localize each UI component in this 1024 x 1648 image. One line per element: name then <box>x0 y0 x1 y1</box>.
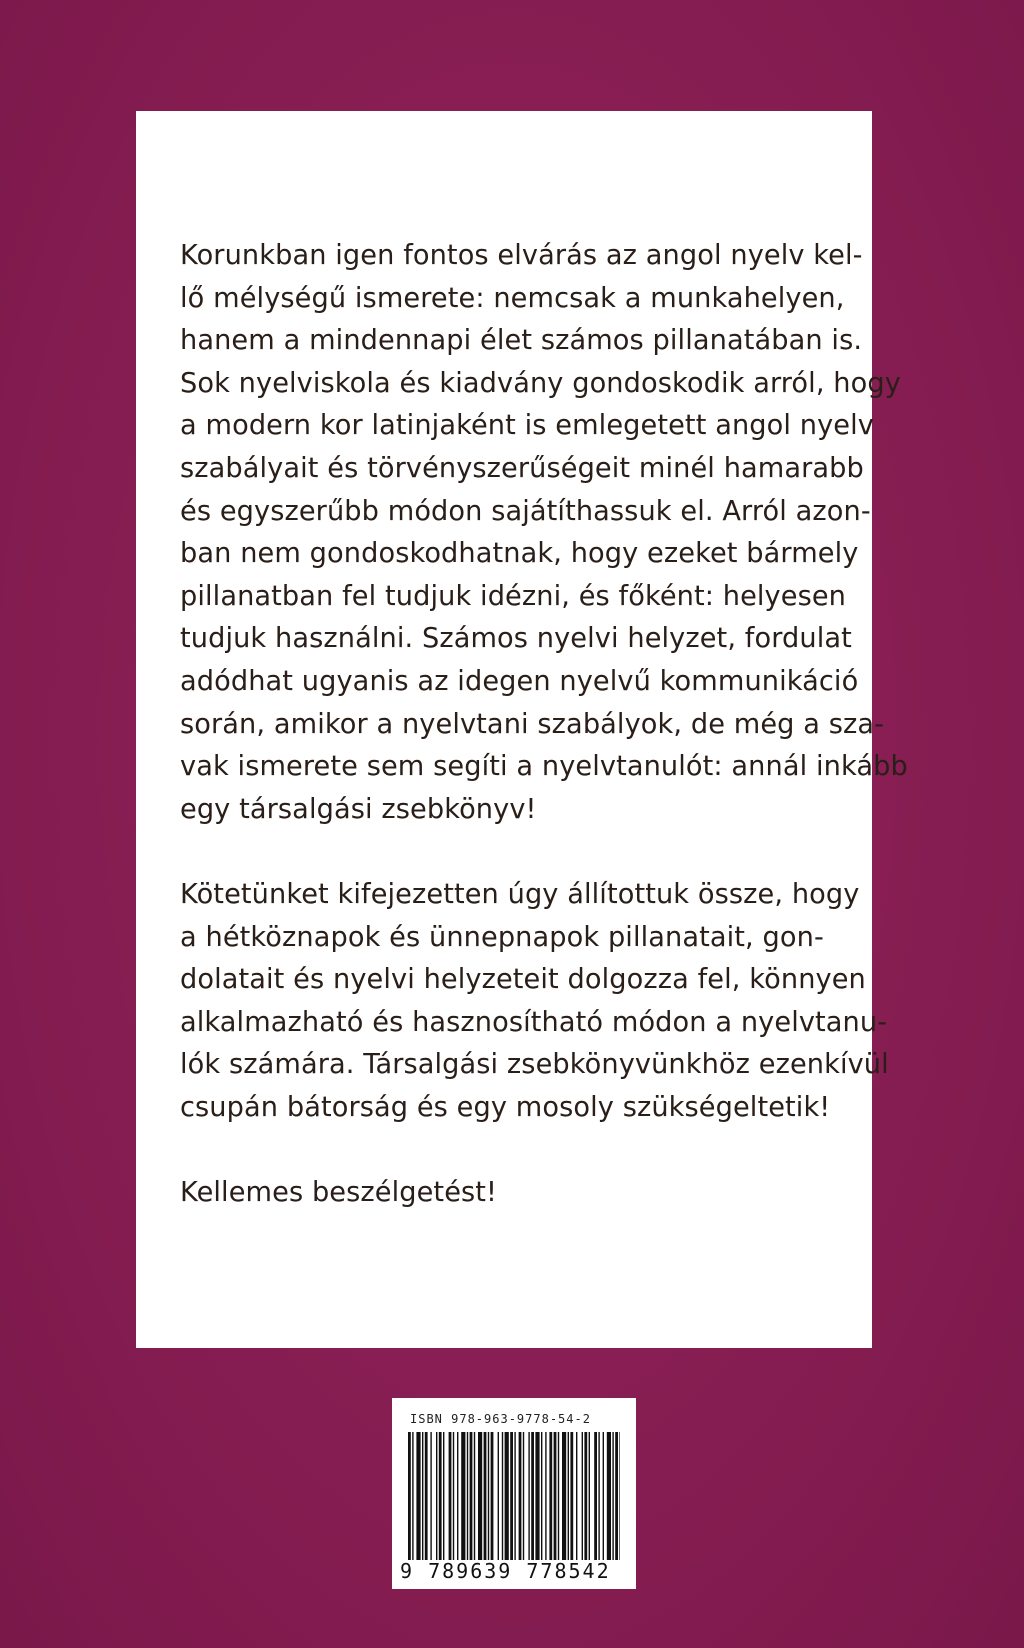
barcode-stripe <box>554 1432 557 1560</box>
barcode-stripe <box>439 1432 442 1560</box>
text-line: szabályait és törvényszerűségeit minél hamarabb <box>180 452 864 484</box>
text-line: során, amikor a nyelvtani szabályok, de még a sza- <box>180 708 885 740</box>
barcode-stripe <box>594 1432 597 1560</box>
barcode-stripe <box>582 1432 583 1560</box>
barcode-label <box>392 1398 636 1589</box>
barcode-stripe <box>457 1432 458 1560</box>
barcode-stripe <box>576 1432 577 1560</box>
barcode-stripe <box>603 1432 604 1560</box>
barcode-stripe <box>510 1432 513 1560</box>
text-line: a hétköznapok és ünnepnapok pillanatait, gon- <box>180 921 824 953</box>
barcode-stripe <box>505 1432 509 1560</box>
text-line: lók számára. Társalgási zsebkönyvünkhöz ezenkívül <box>180 1049 889 1081</box>
text-line: lő mélységű ismerete: nemcsak a munkahelyen, <box>180 282 845 314</box>
barcode-stripe <box>412 1432 413 1560</box>
text-line: Sok nyelviskola és kiadvány gondoskodik arról, hogy <box>180 367 901 399</box>
text-line: hanem a mindennapi élet számos pillanatában is. <box>180 325 863 357</box>
barcode-stripe <box>562 1432 566 1560</box>
barcode-stripe <box>531 1432 534 1560</box>
text-line: Kötetünket kifejezetten úgy állítottuk össze, hogy <box>180 878 860 910</box>
barcode-stripe <box>461 1432 465 1560</box>
barcode-stripe <box>541 1432 542 1560</box>
barcode-stripe <box>568 1432 569 1560</box>
barcode-stripe <box>491 1432 494 1560</box>
isbn-label: ISBN 978-963-9778-54-2 <box>410 1412 591 1426</box>
barcode-stripe <box>514 1432 515 1560</box>
barcode-stripe <box>443 1432 444 1560</box>
barcode-stripe <box>502 1432 503 1560</box>
barcode-stripe <box>478 1432 482 1560</box>
barcode-stripe <box>488 1432 489 1560</box>
barcode-stripe <box>584 1432 587 1560</box>
barcode-stripe <box>589 1432 590 1560</box>
text-line: csupán bátorság és egy mosoly szükségeltetik! <box>180 1091 831 1123</box>
barcode-stripe <box>484 1432 487 1560</box>
text-line: egy társalgási zsebkönyv! <box>180 793 537 825</box>
barcode-stripe <box>467 1432 468 1560</box>
paragraph-spacer <box>180 1129 872 1172</box>
text-line: alkalmazható és hasznosítható módon a nyelvtanu- <box>180 1006 888 1038</box>
text-line: dolatait és nyelvi helyzeteit dolgozza fel, könnyen <box>180 964 866 996</box>
text-line: tudjuk használni. Számos nyelvi helyzet, fordulat <box>180 623 852 655</box>
barcode-stripe <box>528 1432 529 1560</box>
text-line: pillanatban fel tudjuk idézni, és főként: helyesen <box>180 580 846 612</box>
closing-line: Kellemes beszélgetést! <box>180 1177 498 1209</box>
barcode-stripe <box>408 1432 411 1560</box>
text-line: a modern kor latinjaként is emlegetett angol nyelv <box>180 410 874 442</box>
text-line: vak ismerete sem segíti a nyelvtanulót: annál inkább <box>180 751 908 783</box>
barcode-stripe <box>416 1432 420 1560</box>
barcode-stripe <box>549 1432 552 1560</box>
barcode-stripe <box>598 1432 599 1560</box>
text-panel <box>136 111 908 1348</box>
barcode-stripe <box>619 1432 620 1560</box>
paragraph-1 <box>180 235 908 831</box>
barcode-stripe <box>545 1432 546 1560</box>
barcode-stripe <box>570 1432 573 1560</box>
barcode-bars <box>408 1432 620 1560</box>
barcode-stripe <box>612 1432 613 1560</box>
text-line: és egyszerűbb módon sajátíthassuk el. Arról azon- <box>180 495 871 527</box>
barcode-stripe <box>607 1432 611 1560</box>
barcode-stripe <box>430 1432 431 1560</box>
barcode-stripe <box>615 1432 618 1560</box>
barcode-stripe <box>535 1432 539 1560</box>
barcode-stripe <box>474 1432 475 1560</box>
paragraph-spacer <box>180 831 872 874</box>
text-line: Korunkban igen fontos elvárás az angol nyelv kel- <box>180 240 863 271</box>
paragraph-2 <box>180 874 889 1130</box>
barcode-stripe <box>436 1432 437 1560</box>
barcode-stripe <box>519 1432 522 1560</box>
barcode-stripe <box>422 1432 423 1560</box>
barcode-stripe <box>470 1432 473 1560</box>
barcode-stripe <box>425 1432 428 1560</box>
barcode-stripe <box>453 1432 454 1560</box>
barcode-stripe <box>449 1432 452 1560</box>
barcode-digits: 9 789639 778542 <box>400 1559 611 1583</box>
text-line: adódhat ugyanis az idegen nyelvű kommunikáció <box>180 665 859 697</box>
text-line: ban nem gondoskodhatnak, hogy ezeket bármely <box>180 538 859 570</box>
barcode-stripe <box>558 1432 559 1560</box>
barcode-stripe <box>523 1432 524 1560</box>
barcode-stripe <box>498 1432 499 1560</box>
